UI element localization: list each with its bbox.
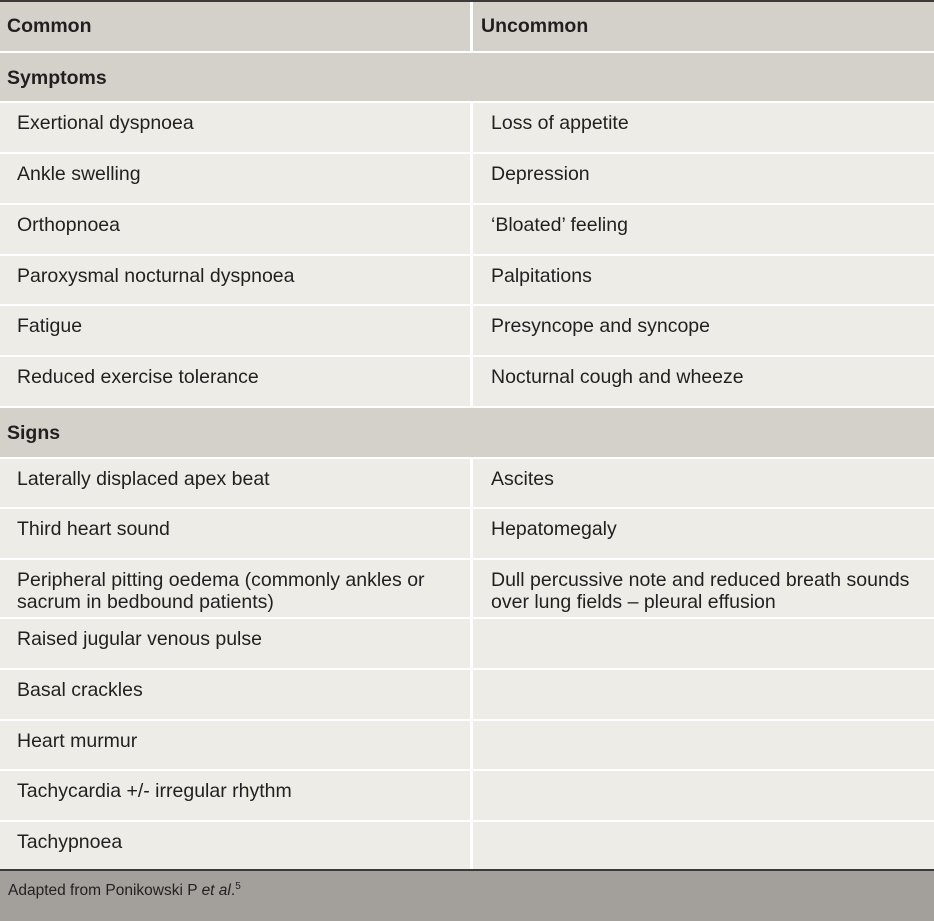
- cell-uncommon: Hepatomegaly: [473, 509, 934, 558]
- cell-common: Orthopnoea: [0, 205, 470, 254]
- section-title: Symptoms: [0, 53, 934, 101]
- table-row: [0, 103, 934, 152]
- cell-common: Fatigue: [0, 306, 470, 355]
- footnote-etal: et al: [201, 882, 231, 899]
- table-row: [0, 459, 934, 507]
- section-header-signs: [0, 408, 934, 457]
- cell-common: Reduced exercise tolerance: [0, 357, 470, 406]
- cell-common: Peripheral pitting oedema (commonly ankles or sacrum in bedbound patients): [0, 560, 470, 617]
- table-row: [0, 205, 934, 254]
- cell-uncommon: [473, 771, 934, 820]
- table-row: [0, 822, 934, 869]
- cell-common: Paroxysmal nocturnal dyspnoea: [0, 256, 470, 304]
- footnote-reference: 5: [235, 881, 241, 892]
- footnote-period: .: [230, 882, 236, 899]
- cell-common: Exertional dyspnoea: [0, 103, 470, 152]
- cell-uncommon: [473, 822, 934, 869]
- table-footnote: [0, 869, 934, 921]
- cell-uncommon: [473, 721, 934, 769]
- table-row: [0, 771, 934, 820]
- cell-common: Raised jugular venous pulse: [0, 619, 470, 668]
- cell-uncommon: Palpitations: [473, 256, 934, 304]
- table-row: [0, 619, 934, 668]
- footnote-text: Adapted from Ponikowski P: [8, 882, 202, 899]
- cell-uncommon: ‘Bloated’ feeling: [473, 205, 934, 254]
- table-row: [0, 721, 934, 769]
- cell-uncommon: Loss of appetite: [473, 103, 934, 152]
- cell-common: Tachycardia +/- irregular rhythm: [0, 771, 470, 820]
- cell-common: Tachypnoea: [0, 822, 470, 869]
- cell-common: Third heart sound: [0, 509, 470, 558]
- section-header-symptoms: [0, 53, 934, 101]
- cell-uncommon: Presyncope and syncope: [473, 306, 934, 355]
- cell-common: Ankle swelling: [0, 154, 470, 203]
- table-row: [0, 670, 934, 719]
- cell-uncommon: Nocturnal cough and wheeze: [473, 357, 934, 406]
- table-row: [0, 154, 934, 203]
- cell-common: Heart murmur: [0, 721, 470, 769]
- cell-common: Basal crackles: [0, 670, 470, 719]
- cell-uncommon: Depression: [473, 154, 934, 203]
- cell-uncommon: Dull percussive note and reduced breath sounds over lung fields – pleural effusion: [473, 560, 934, 617]
- table-row: [0, 509, 934, 558]
- column-header-row: [0, 2, 934, 51]
- column-header-common: Common: [0, 2, 470, 51]
- cell-uncommon: [473, 619, 934, 668]
- cell-uncommon: Ascites: [473, 459, 934, 507]
- table-row: [0, 357, 934, 406]
- section-title: Signs: [0, 408, 934, 457]
- column-header-uncommon: Uncommon: [473, 2, 934, 51]
- table-row: [0, 306, 934, 355]
- cell-uncommon: [473, 670, 934, 719]
- table-row: [0, 256, 934, 304]
- cell-common: Laterally displaced apex beat: [0, 459, 470, 507]
- table-row: [0, 560, 934, 617]
